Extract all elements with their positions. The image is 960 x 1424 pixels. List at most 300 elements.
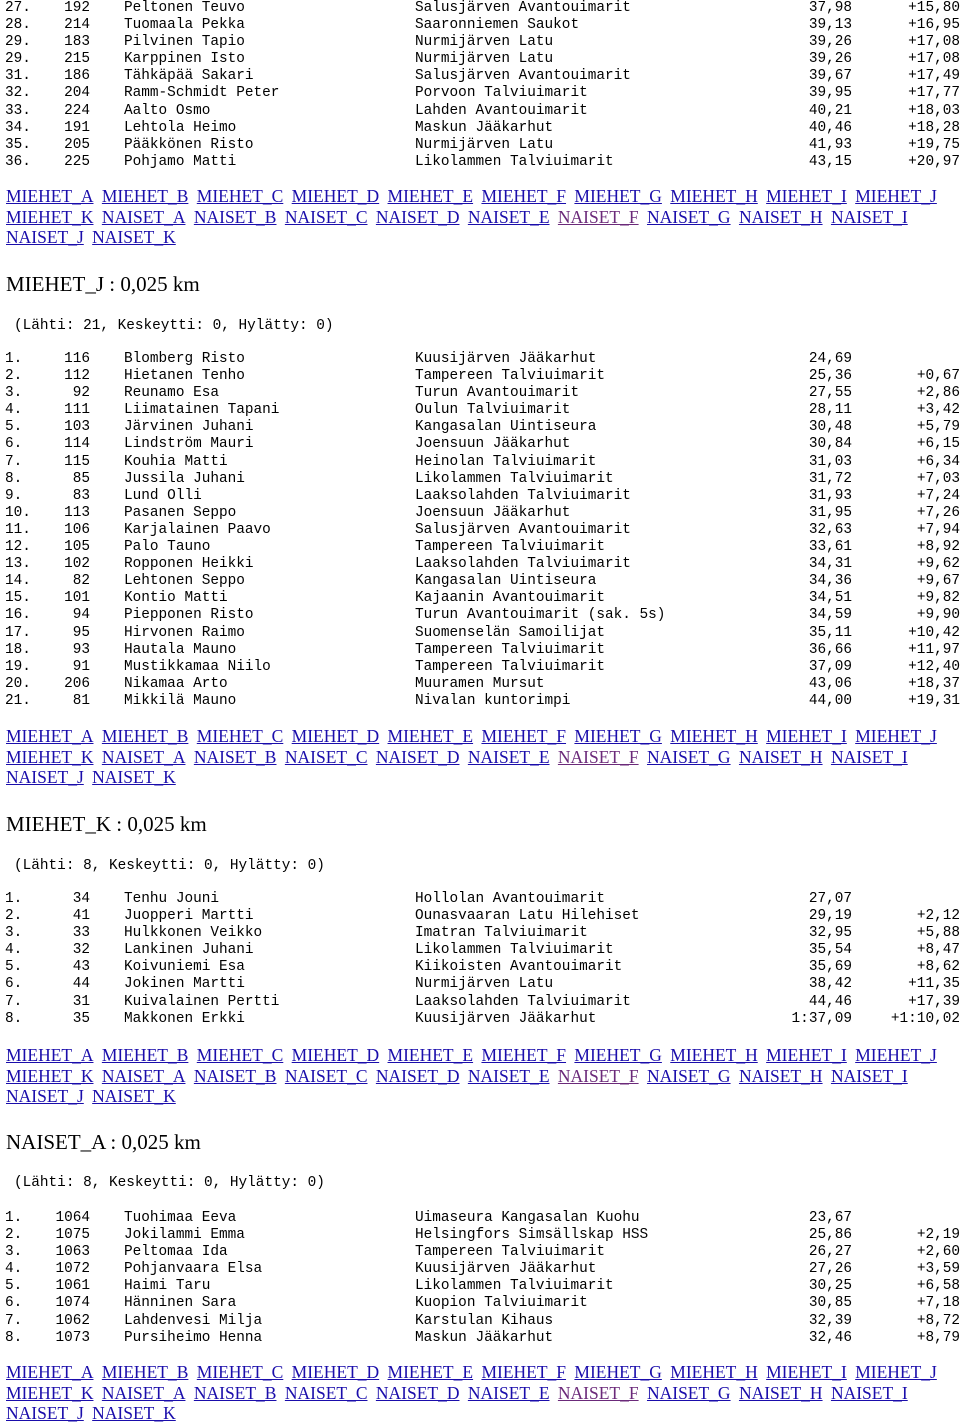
class-link-miehet-h[interactable]: MIEHET_H: [670, 186, 758, 206]
class-link-miehet-h[interactable]: MIEHET_H: [670, 726, 758, 746]
class-link-naiset-f[interactable]: NAISET_F: [557, 1065, 639, 1086]
class-link-naiset-f[interactable]: NAISET_F: [557, 746, 639, 767]
class-link-miehet-b[interactable]: MIEHET_B: [101, 726, 189, 746]
club-cell: Hollolan Avantouimarit: [415, 891, 605, 907]
time-difference-cell: +3,42: [916, 402, 960, 419]
bib-number-cell: 1064: [55, 1210, 90, 1226]
class-link-miehet-i[interactable]: MIEHET_I: [766, 186, 847, 206]
result-row: [0, 1278, 960, 1295]
time-difference-cell: +6,34: [916, 453, 960, 470]
name-cell: Hulkkonen Veikko: [124, 925, 263, 942]
class-link-miehet-f[interactable]: MIEHET_F: [481, 186, 567, 206]
class-link-naiset-g[interactable]: NAISET_G: [646, 1065, 731, 1086]
name-cell: Piepponen Risto: [124, 607, 254, 624]
bib-number-cell: 186: [64, 68, 90, 85]
result-row: [0, 51, 960, 68]
time-cell: 39,95: [808, 85, 852, 102]
bib-number-cell: 1073: [55, 1329, 90, 1346]
class-link-miehet-h[interactable]: MIEHET_H: [670, 1362, 758, 1382]
time-difference-cell: +5,88: [916, 925, 960, 942]
rank-cell: 11.: [5, 521, 31, 538]
club-cell: Muuramen Mursut: [415, 675, 545, 692]
name-cell: Karppinen Isto: [124, 51, 245, 68]
class-link-naiset-c[interactable]: NAISET_C: [284, 1065, 368, 1086]
time-cell: 37,09: [808, 658, 852, 675]
class-link-naiset-b[interactable]: NAISET_B: [193, 206, 277, 227]
bib-number-cell: 31: [72, 993, 90, 1010]
time-difference-cell: +18,28: [908, 119, 960, 136]
time-difference-cell: +1:10,02: [890, 1010, 960, 1027]
rank-cell: 29.: [5, 51, 31, 68]
name-cell: Hänninen Sara: [124, 1295, 237, 1312]
name-cell: Juopperi Martti: [124, 908, 254, 925]
time-difference-cell: +2,60: [916, 1244, 960, 1261]
time-cell: 35,69: [808, 959, 852, 976]
bib-number-cell: 35: [72, 1010, 90, 1027]
time-cell: 39,26: [808, 34, 852, 51]
name-cell: Kontio Matti: [124, 590, 228, 607]
class-link-miehet-k[interactable]: MIEHET_K: [6, 1382, 94, 1403]
result-row: [0, 522, 960, 539]
class-link-miehet-c[interactable]: MIEHET_C: [196, 726, 284, 746]
time-cell: 35,11: [808, 624, 852, 641]
result-row: [0, 1313, 960, 1330]
time-cell: 30,84: [808, 436, 852, 453]
class-link-naiset-a[interactable]: NAISET_A: [101, 206, 186, 227]
class-link-naiset-f[interactable]: NAISET_F: [557, 206, 639, 227]
rank-cell: 8.: [5, 1010, 23, 1027]
rank-cell: 6.: [5, 436, 23, 453]
class-link-naiset-h[interactable]: NAISET_H: [738, 1382, 823, 1403]
result-row: [0, 1011, 960, 1028]
time-cell: 30,85: [808, 1295, 852, 1312]
result-row: [0, 539, 960, 556]
club-cell: Likolammen Talviuimarit: [415, 153, 614, 170]
club-cell: Nivalan kuntorimpi: [415, 692, 571, 709]
rank-cell: 3.: [5, 925, 23, 942]
class-link-miehet-e[interactable]: MIEHET_E: [387, 1362, 474, 1382]
class-link-naiset-k[interactable]: NAISET_K: [92, 767, 176, 787]
time-cell: 32,95: [808, 925, 852, 942]
class-link-naiset-d[interactable]: NAISET_D: [375, 206, 460, 227]
bib-number-cell: 33: [72, 925, 90, 942]
class-link-naiset-j[interactable]: NAISET_J: [6, 1086, 84, 1106]
club-cell: Kuusijärven Jääkarhut: [415, 1010, 597, 1027]
time-difference-cell: +7,94: [916, 521, 960, 538]
time-difference-cell: +18,37: [908, 675, 960, 692]
rank-cell: 36.: [5, 153, 31, 170]
rank-cell: 5.: [5, 1278, 23, 1295]
class-link-naiset-a[interactable]: NAISET_A: [101, 746, 186, 767]
club-cell: Likolammen Talviuimarit: [415, 470, 614, 487]
results-table: [0, 0, 960, 171]
class-link-miehet-d[interactable]: MIEHET_D: [291, 186, 380, 206]
rank-cell: 1.: [5, 891, 23, 907]
class-link-miehet-i[interactable]: MIEHET_I: [766, 1045, 847, 1065]
time-cell: 43,06: [808, 675, 852, 692]
class-link-naiset-g[interactable]: NAISET_G: [646, 206, 731, 227]
name-cell: Koivuniemi Esa: [124, 959, 245, 976]
class-link-miehet-e[interactable]: MIEHET_E: [387, 726, 474, 746]
club-cell: Likolammen Talviuimarit: [415, 942, 614, 959]
club-cell: Nurmijärven Latu: [415, 34, 554, 51]
class-link-miehet-a[interactable]: MIEHET_A: [6, 186, 94, 206]
result-row: [0, 556, 960, 573]
time-difference-cell: +7,03: [916, 470, 960, 487]
name-cell: Mustikkamaa Niilo: [124, 658, 271, 675]
rank-cell: 4.: [5, 942, 23, 959]
class-link-miehet-g[interactable]: MIEHET_G: [574, 726, 662, 746]
result-row: [0, 1210, 960, 1227]
name-cell: Ramm-Schmidt Peter: [124, 85, 280, 102]
rank-cell: 2.: [5, 908, 23, 925]
class-navigation: [6, 726, 956, 788]
name-cell: Hautala Mauno: [124, 641, 237, 658]
time-cell: 39,67: [808, 68, 852, 85]
bib-number-cell: 115: [64, 453, 90, 470]
class-link-naiset-k[interactable]: NAISET_K: [92, 1086, 176, 1106]
name-cell: Pääkkönen Risto: [124, 136, 254, 153]
time-cell: 28,11: [808, 402, 852, 419]
bib-number-cell: 214: [64, 17, 90, 34]
bib-number-cell: 101: [64, 590, 90, 607]
time-cell: 25,86: [808, 1227, 852, 1244]
class-link-miehet-d[interactable]: MIEHET_D: [291, 1045, 380, 1065]
club-cell: Salusjärven Avantouimarit: [415, 0, 631, 16]
class-link-miehet-j[interactable]: MIEHET_J: [855, 1362, 937, 1382]
time-cell: 40,46: [808, 119, 852, 136]
class-link-naiset-f[interactable]: NAISET_F: [557, 1382, 639, 1403]
class-link-naiset-c[interactable]: NAISET_C: [284, 206, 368, 227]
class-link-naiset-g[interactable]: NAISET_G: [646, 746, 731, 767]
name-cell: Peltonen Teuvo: [124, 0, 245, 16]
time-difference-cell: +5,79: [916, 419, 960, 436]
time-difference-cell: +18,03: [908, 102, 960, 119]
class-link-naiset-d[interactable]: NAISET_D: [375, 1382, 460, 1403]
time-cell: 43,15: [808, 153, 852, 170]
bib-number-cell: 102: [64, 556, 90, 573]
time-difference-cell: +19,75: [908, 136, 960, 153]
time-difference-cell: +2,19: [916, 1227, 960, 1244]
class-link-naiset-b[interactable]: NAISET_B: [193, 1382, 277, 1403]
time-cell: 31,95: [808, 504, 852, 521]
result-row: [0, 1244, 960, 1261]
result-row: [0, 659, 960, 676]
rank-cell: 8.: [5, 1329, 23, 1346]
bib-number-cell: 94: [72, 607, 90, 624]
name-cell: Hietanen Tenho: [124, 368, 245, 385]
class-link-naiset-i[interactable]: NAISET_I: [830, 1065, 908, 1086]
time-difference-cell: +11,35: [908, 976, 960, 993]
rank-cell: 14.: [5, 573, 31, 590]
club-cell: Nurmijärven Latu: [415, 136, 554, 153]
bib-number-cell: 112: [64, 368, 90, 385]
time-difference-cell: +8,92: [916, 539, 960, 556]
club-cell: Tampereen Talviuimarit: [415, 539, 605, 556]
bib-number-cell: 206: [64, 675, 90, 692]
class-link-miehet-c[interactable]: MIEHET_C: [196, 1362, 284, 1382]
bib-number-cell: 106: [64, 521, 90, 538]
time-cell: 34,36: [808, 573, 852, 590]
section-heading: NAISET_A : 0,025 km: [6, 1130, 201, 1154]
class-link-miehet-c[interactable]: MIEHET_C: [196, 1045, 284, 1065]
time-difference-cell: +17,39: [908, 993, 960, 1010]
name-cell: Kuivalainen Pertti: [124, 993, 280, 1010]
class-navigation: [6, 1045, 956, 1107]
class-link-naiset-k[interactable]: NAISET_K: [92, 227, 176, 247]
time-cell: 23,67: [808, 1210, 852, 1226]
class-link-naiset-h[interactable]: NAISET_H: [738, 206, 823, 227]
name-cell: Pohjanvaara Elsa: [124, 1261, 263, 1278]
rank-cell: 6.: [5, 976, 23, 993]
name-cell: Reunamo Esa: [124, 385, 219, 402]
time-cell: 37,98: [808, 0, 852, 16]
name-cell: Nikamaa Arto: [124, 675, 228, 692]
time-cell: 31,03: [808, 453, 852, 470]
club-cell: Heinolan Talviuimarit: [415, 453, 597, 470]
time-difference-cell: +8,47: [916, 942, 960, 959]
rank-cell: 28.: [5, 17, 31, 34]
class-link-naiset-e[interactable]: NAISET_E: [467, 1382, 550, 1403]
class-link-naiset-d[interactable]: NAISET_D: [375, 746, 460, 767]
result-row: [0, 419, 960, 436]
class-link-naiset-g[interactable]: NAISET_G: [646, 1382, 731, 1403]
time-difference-cell: +2,86: [916, 385, 960, 402]
class-link-miehet-a[interactable]: MIEHET_A: [6, 1362, 94, 1382]
class-link-miehet-b[interactable]: MIEHET_B: [101, 1362, 189, 1382]
class-link-miehet-k[interactable]: MIEHET_K: [6, 206, 94, 227]
rank-cell: 8.: [5, 470, 23, 487]
name-cell: Tuohimaa Eeva: [124, 1210, 237, 1226]
class-link-naiset-b[interactable]: NAISET_B: [193, 1065, 277, 1086]
result-row: [0, 436, 960, 453]
class-link-miehet-c[interactable]: MIEHET_C: [196, 186, 284, 206]
class-link-naiset-i[interactable]: NAISET_I: [830, 746, 908, 767]
result-row: [0, 402, 960, 419]
bib-number-cell: 32: [72, 942, 90, 959]
club-cell: Tampereen Talviuimarit: [415, 368, 605, 385]
time-cell: 32,39: [808, 1312, 852, 1329]
class-link-naiset-i[interactable]: NAISET_I: [830, 206, 908, 227]
result-row: [0, 891, 960, 908]
club-cell: Saaronniemen Saukot: [415, 17, 580, 34]
class-link-miehet-i[interactable]: MIEHET_I: [766, 726, 847, 746]
result-row: [0, 120, 960, 137]
name-cell: Palo Tauno: [124, 539, 211, 556]
class-link-miehet-d[interactable]: MIEHET_D: [291, 726, 380, 746]
club-cell: Suomenselän Samoilijat: [415, 624, 605, 641]
club-cell: Laaksolahden Talviuimarit: [415, 556, 631, 573]
rank-cell: 12.: [5, 539, 31, 556]
name-cell: Lindström Mauri: [124, 436, 254, 453]
club-cell: Kajaanin Avantouimarit: [415, 590, 605, 607]
class-link-miehet-b[interactable]: MIEHET_B: [101, 186, 189, 206]
name-cell: Tenhu Jouni: [124, 891, 219, 907]
class-link-miehet-f[interactable]: MIEHET_F: [481, 1362, 567, 1382]
name-cell: Kouhia Matti: [124, 453, 228, 470]
bib-number-cell: 93: [72, 641, 90, 658]
time-cell: 24,69: [808, 351, 852, 367]
class-link-naiset-d[interactable]: NAISET_D: [375, 1065, 460, 1086]
result-row: [0, 994, 960, 1011]
rank-cell: 7.: [5, 1312, 23, 1329]
bib-number-cell: 205: [64, 136, 90, 153]
club-cell: Uimaseura Kangasalan Kuohu: [415, 1210, 640, 1226]
results-table: [0, 1210, 960, 1347]
class-link-naiset-c[interactable]: NAISET_C: [284, 746, 368, 767]
rank-cell: 7.: [5, 993, 23, 1010]
club-cell: Likolammen Talviuimarit: [415, 1278, 614, 1295]
time-difference-cell: +12,40: [908, 658, 960, 675]
time-cell: 31,93: [808, 487, 852, 504]
class-link-miehet-k[interactable]: MIEHET_K: [6, 746, 94, 767]
class-link-miehet-f[interactable]: MIEHET_F: [481, 1045, 567, 1065]
rank-cell: 34.: [5, 119, 31, 136]
bib-number-cell: 103: [64, 419, 90, 436]
club-cell: Kuusijärven Jääkarhut: [415, 351, 597, 367]
rank-cell: 3.: [5, 385, 23, 402]
rank-cell: 10.: [5, 504, 31, 521]
class-link-miehet-b[interactable]: MIEHET_B: [101, 1045, 189, 1065]
time-difference-cell: +8,72: [916, 1312, 960, 1329]
name-cell: Pursiheimo Henna: [124, 1329, 263, 1346]
class-link-miehet-d[interactable]: MIEHET_D: [291, 1362, 380, 1382]
bib-number-cell: 1074: [55, 1295, 90, 1312]
rank-cell: 5.: [5, 419, 23, 436]
bib-number-cell: 105: [64, 539, 90, 556]
time-cell: 44,46: [808, 993, 852, 1010]
result-row: [0, 959, 960, 976]
class-link-naiset-k[interactable]: NAISET_K: [92, 1403, 176, 1423]
club-cell: Laaksolahden Talviuimarit: [415, 993, 631, 1010]
name-cell: Pohjamo Matti: [124, 153, 237, 170]
result-row: [0, 471, 960, 488]
class-link-naiset-j[interactable]: NAISET_J: [6, 767, 84, 787]
bib-number-cell: 85: [72, 470, 90, 487]
class-link-miehet-a[interactable]: MIEHET_A: [6, 726, 94, 746]
time-cell: 33,61: [808, 539, 852, 556]
class-link-miehet-f[interactable]: MIEHET_F: [481, 726, 567, 746]
time-difference-cell: +7,18: [916, 1295, 960, 1312]
time-difference-cell: +3,59: [916, 1261, 960, 1278]
bib-number-cell: 204: [64, 85, 90, 102]
time-cell: 32,63: [808, 521, 852, 538]
name-cell: Mikkilä Mauno: [124, 692, 237, 709]
rank-cell: 3.: [5, 1244, 23, 1261]
class-link-naiset-h[interactable]: NAISET_H: [738, 1065, 823, 1086]
time-cell: 32,46: [808, 1329, 852, 1346]
club-cell: Kiikoisten Avantouimarit: [415, 959, 623, 976]
class-link-miehet-e[interactable]: MIEHET_E: [387, 186, 474, 206]
rank-cell: 27.: [5, 0, 31, 16]
rank-cell: 4.: [5, 1261, 23, 1278]
class-link-naiset-c[interactable]: NAISET_C: [284, 1382, 368, 1403]
class-link-miehet-a[interactable]: MIEHET_A: [6, 1045, 94, 1065]
rank-cell: 5.: [5, 959, 23, 976]
time-cell: 39,26: [808, 51, 852, 68]
class-link-miehet-j[interactable]: MIEHET_J: [855, 726, 937, 746]
club-cell: Kangasalan Uintiseura: [415, 419, 597, 436]
class-link-naiset-a[interactable]: NAISET_A: [101, 1065, 186, 1086]
club-cell: Porvoon Talviuimarit: [415, 85, 588, 102]
result-row: [0, 942, 960, 959]
time-cell: 38,42: [808, 976, 852, 993]
class-link-miehet-g[interactable]: MIEHET_G: [574, 1045, 662, 1065]
rank-cell: 18.: [5, 641, 31, 658]
class-link-miehet-e[interactable]: MIEHET_E: [387, 1045, 474, 1065]
club-cell: Maskun Jääkarhut: [415, 1329, 554, 1346]
class-link-miehet-i[interactable]: MIEHET_I: [766, 1362, 847, 1382]
time-cell: 39,13: [808, 17, 852, 34]
result-row: [0, 1227, 960, 1244]
time-cell: 30,25: [808, 1278, 852, 1295]
class-link-naiset-j[interactable]: NAISET_J: [6, 227, 84, 247]
rank-cell: 15.: [5, 590, 31, 607]
club-cell: Tampereen Talviuimarit: [415, 1244, 605, 1261]
result-row: [0, 625, 960, 642]
result-row: [0, 976, 960, 993]
class-link-miehet-j[interactable]: MIEHET_J: [855, 186, 937, 206]
class-link-miehet-k[interactable]: MIEHET_K: [6, 1065, 94, 1086]
result-row: [0, 85, 960, 102]
time-cell: 35,54: [808, 942, 852, 959]
class-link-naiset-e[interactable]: NAISET_E: [467, 746, 550, 767]
result-row: [0, 454, 960, 471]
class-navigation: [6, 1362, 956, 1424]
class-link-naiset-h[interactable]: NAISET_H: [738, 746, 823, 767]
bib-number-cell: 1061: [55, 1278, 90, 1295]
rank-cell: 2.: [5, 1227, 23, 1244]
time-difference-cell: +17,77: [908, 85, 960, 102]
class-link-naiset-a[interactable]: NAISET_A: [101, 1382, 186, 1403]
result-row: [0, 1295, 960, 1312]
time-cell: 34,59: [808, 607, 852, 624]
name-cell: Lehtola Heimo: [124, 119, 237, 136]
bib-number-cell: 224: [64, 102, 90, 119]
class-link-miehet-j[interactable]: MIEHET_J: [855, 1045, 937, 1065]
rank-cell: 6.: [5, 1295, 23, 1312]
time-difference-cell: +7,26: [916, 504, 960, 521]
rank-cell: 19.: [5, 658, 31, 675]
bib-number-cell: 111: [64, 402, 90, 419]
class-link-miehet-h[interactable]: MIEHET_H: [670, 1045, 758, 1065]
section-stats: (Lähti: 8, Keskeytti: 0, Hylätty: 0): [14, 1175, 325, 1191]
class-link-miehet-g[interactable]: MIEHET_G: [574, 1362, 662, 1382]
class-link-naiset-j[interactable]: NAISET_J: [6, 1403, 84, 1423]
rank-cell: 16.: [5, 607, 31, 624]
bib-number-cell: 41: [72, 908, 90, 925]
club-cell: Maskun Jääkarhut: [415, 119, 554, 136]
class-link-naiset-e[interactable]: NAISET_E: [467, 1065, 550, 1086]
time-difference-cell: +17,08: [908, 51, 960, 68]
club-cell: Karstulan Kihaus: [415, 1312, 554, 1329]
time-difference-cell: +9,67: [916, 573, 960, 590]
time-difference-cell: +11,97: [908, 641, 960, 658]
class-link-naiset-e[interactable]: NAISET_E: [467, 206, 550, 227]
time-difference-cell: +17,49: [908, 68, 960, 85]
result-row: [0, 0, 960, 17]
result-row: [0, 68, 960, 85]
class-link-naiset-i[interactable]: NAISET_I: [830, 1382, 908, 1403]
club-cell: Turun Avantouimarit (sak. 5s): [415, 607, 666, 624]
class-link-miehet-g[interactable]: MIEHET_G: [574, 186, 662, 206]
bib-number-cell: 225: [64, 153, 90, 170]
class-link-naiset-b[interactable]: NAISET_B: [193, 746, 277, 767]
time-difference-cell: +9,90: [916, 607, 960, 624]
bib-number-cell: 1063: [55, 1244, 90, 1261]
time-cell: 27,55: [808, 385, 852, 402]
club-cell: Turun Avantouimarit: [415, 385, 580, 402]
